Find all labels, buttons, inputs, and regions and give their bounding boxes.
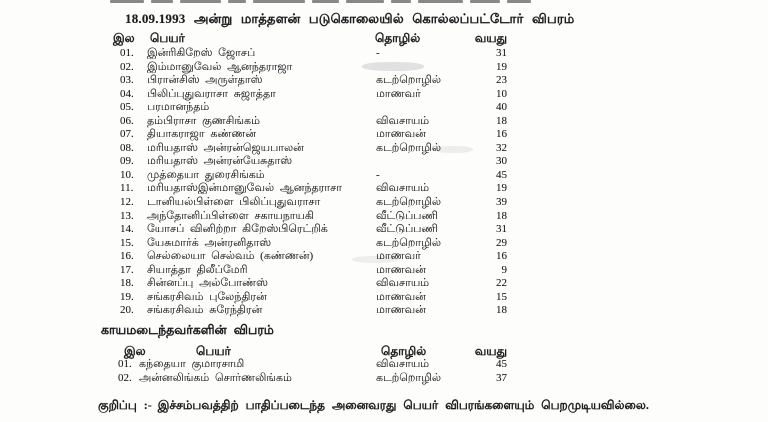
cell-no: 13. — [120, 209, 134, 222]
table-row — [113, 182, 510, 196]
cell-name: பிரான்சிஸ் அருள்தாஸ் — [147, 74, 263, 87]
cell-occ: - — [376, 168, 380, 181]
cell-age: 45 — [496, 168, 507, 181]
cell-occ: விவசாயம் — [376, 182, 430, 195]
footnote — [98, 398, 649, 414]
cell-no: 12. — [120, 196, 134, 209]
cell-age: 22 — [496, 277, 507, 290]
cell-age: 40 — [496, 101, 507, 114]
cell-occ: வீட்டுப்பணி — [376, 223, 438, 236]
table-row — [113, 304, 510, 318]
cell-age: 9 — [501, 263, 507, 276]
cell-occ: விவசாயம் — [376, 114, 430, 127]
column-header-name: பெயர் — [196, 344, 231, 358]
cell-no: 11. — [120, 182, 134, 195]
table-row — [113, 223, 510, 237]
cell-no: 17. — [120, 263, 134, 276]
cell-name: யோசப் வினிற்றா கிறேஸ்பிரெட்றிக் — [147, 223, 328, 236]
cell-age: 31 — [496, 223, 507, 236]
column-header-no: இல — [113, 31, 135, 45]
footnote-text: இச்சம்பவத்திற் பாதிப்படைந்த அனைவரது பெயர் விபரங்களையும் பெறமுடியவில்லை. — [157, 398, 649, 412]
cell-occ: விவசாயம் — [376, 358, 430, 370]
cell-name: மரியதாஸ்இன்மானுவேல் ஆனந்தராசா — [147, 182, 342, 195]
table-row — [113, 169, 510, 183]
cell-name: மரியதாஸ் அன்ரன்ஜெயபாலன் — [147, 141, 304, 154]
cell-name: அன்னலிங்கம் சொர்ணலிங்கம் — [139, 372, 292, 384]
table-row — [113, 277, 510, 291]
column-header-age: வயது — [474, 31, 507, 45]
cell-name: செல்லையா செல்வம் (கண்ணன்) — [147, 250, 314, 263]
column-header-name: பெயர் — [150, 31, 185, 45]
cell-no: 20. — [120, 304, 134, 317]
table-row — [113, 210, 510, 224]
cell-age: 16 — [496, 128, 507, 141]
cell-name: மரியதாஸ் அன்ரன்யேசுதாஸ் — [147, 155, 293, 168]
cell-no: 01. — [120, 47, 134, 59]
injured-section-title: காயமடைந்தவர்களின் விபரம் — [101, 323, 274, 337]
cell-occ: கடற்றொழில் — [376, 141, 442, 154]
cell-occ: - — [376, 47, 380, 59]
cell-age: 31 — [496, 47, 507, 59]
table-row — [113, 115, 510, 129]
table-row — [113, 47, 510, 61]
cell-occ — [368, 155, 465, 169]
cell-name: முத்தையா துரைசிங்கம் — [147, 168, 265, 181]
cell-occ: கடற்றொழில் — [376, 236, 442, 249]
injured-table-body — [113, 358, 510, 386]
table-row — [113, 237, 510, 251]
cell-no: 02. — [120, 60, 134, 73]
table-row — [113, 155, 510, 169]
cell-occ: மாணவன் — [376, 304, 426, 317]
table-row — [113, 61, 510, 75]
table-row — [113, 142, 510, 156]
cell-no: 16. — [120, 250, 134, 263]
cell-name: சின்னப்பு அல்போண்ஸ் — [147, 277, 268, 290]
table-row — [113, 74, 510, 88]
cell-name: இன்ரிகிறேஸ் ஜோசப் — [147, 47, 256, 59]
cell-occ: கடற்றொழில் — [376, 372, 442, 384]
table-row — [113, 358, 510, 372]
column-header-no: இல — [124, 344, 146, 358]
table-row — [113, 291, 510, 305]
cell-name: தியாகராஜா கண்ணன் — [147, 128, 257, 141]
cell-name: சங்கரசிவம் சுரேந்திரன் — [147, 304, 263, 317]
cell-occ — [368, 101, 465, 115]
cell-occ: மாணவன் — [376, 290, 426, 303]
table-row — [113, 196, 510, 210]
killed-table-body — [113, 47, 510, 318]
column-header-occupation: தொழில் — [375, 31, 421, 45]
cell-occ: வீட்டுப்பணி — [376, 209, 438, 222]
cell-occ: விவசாயம் — [376, 277, 430, 290]
cell-occ: கடற்றொழில் — [376, 196, 442, 209]
cell-name: அந்தோனிப்பிள்ளை சகாயநாயகி — [147, 209, 314, 222]
cell-age: 10 — [496, 87, 507, 100]
cell-age: 45 — [496, 358, 507, 370]
cell-name: பிலிப்புதுவராசா சுஜாத்தா — [147, 87, 276, 100]
killed-table-header — [113, 31, 510, 47]
cell-no: 01. — [118, 358, 132, 370]
cell-name: சங்கரசிவம் புலேந்திரன் — [147, 290, 267, 303]
cell-no: 09. — [120, 155, 134, 168]
table-row — [113, 128, 510, 142]
cell-name: இம்மானுவேல் ஆனந்தராஜா — [147, 60, 293, 73]
cell-age: 19 — [496, 182, 507, 195]
cell-age: 39 — [496, 196, 507, 209]
cell-age: 15 — [496, 290, 507, 303]
cell-occ: மாணவன் — [376, 128, 426, 141]
cell-age: 18 — [496, 209, 507, 222]
cell-no: 18. — [120, 277, 134, 290]
table-row — [113, 264, 510, 278]
cell-name: யேசுமார்க் அன்ரனிதாஸ் — [147, 236, 272, 249]
cell-age: 30 — [496, 155, 507, 168]
cell-age: 29 — [496, 236, 507, 249]
cell-occ: மாணவர் — [376, 250, 421, 263]
cell-no: 05. — [120, 101, 134, 114]
cell-name: டானியல்பிள்ளை பிலிப்புதுவராசா — [147, 196, 321, 209]
document-title: 18.09.1993 அன்று மாத்தளன் படுகொலையில் கொல்லப்பட்டோர் விபரம் — [125, 11, 575, 26]
cell-age: 16 — [496, 250, 507, 263]
column-header-occupation: தொழில் — [381, 344, 427, 358]
cell-occ: மாணவன் — [376, 263, 426, 276]
cell-age: 37 — [496, 372, 507, 384]
table-row — [113, 250, 510, 264]
column-header-age: வயது — [474, 344, 507, 358]
table-row — [113, 88, 510, 102]
cell-name: சியாத்தா திலீப்மேரி — [147, 263, 248, 276]
cropped-text-fragment — [110, 0, 580, 4]
footnote-label: குறிப்பு :- — [98, 398, 152, 412]
cell-age: 19 — [496, 60, 507, 73]
cell-occ: மாணவர் — [376, 87, 421, 100]
cell-name: கந்தையா குமாரசாமி — [139, 358, 245, 370]
cell-occ: கடற்றொழில் — [376, 74, 442, 87]
cell-age: 32 — [496, 141, 507, 154]
cell-age: 23 — [496, 74, 507, 87]
cell-age: 18 — [496, 114, 507, 127]
cell-no: 19. — [120, 290, 134, 303]
table-row — [113, 101, 510, 115]
cell-no: 15. — [120, 236, 134, 249]
table-row — [113, 372, 510, 386]
cell-name: தம்பிராசா குணசிங்கம் — [147, 114, 260, 127]
cell-name: பரமானந்தம் — [147, 101, 210, 114]
cell-no: 10. — [120, 168, 134, 181]
cell-no: 02. — [118, 372, 132, 384]
cell-no: 03. — [120, 74, 134, 87]
cell-no: 06. — [120, 114, 134, 127]
cell-no: 04. — [120, 87, 134, 100]
cell-no: 08. — [120, 141, 134, 154]
cell-occ — [368, 61, 465, 75]
cell-no: 14. — [120, 223, 134, 236]
cell-age: 18 — [496, 304, 507, 317]
cell-no: 07. — [120, 128, 134, 141]
